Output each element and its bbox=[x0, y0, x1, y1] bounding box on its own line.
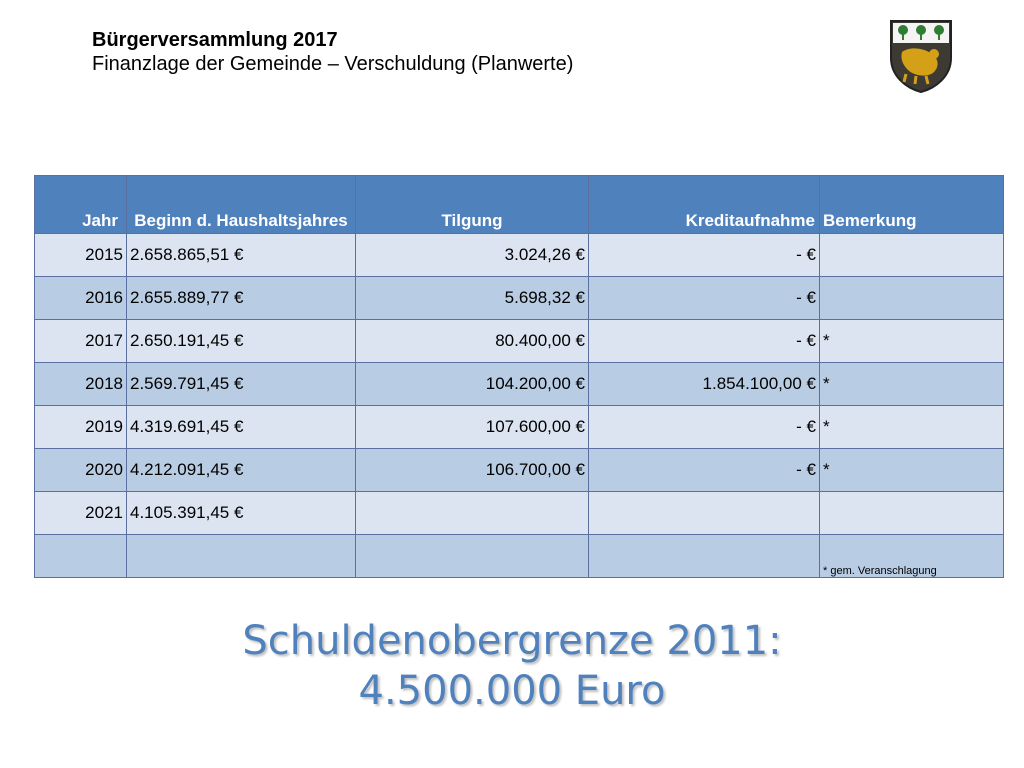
cell-bemerkung: * bbox=[820, 363, 1004, 406]
cell-jahr: 2019 bbox=[35, 406, 127, 449]
cell-kreditaufnahme: - € bbox=[589, 406, 820, 449]
slide-title: Bürgerversammlung 2017 bbox=[92, 29, 338, 51]
cell-empty bbox=[127, 535, 356, 578]
cell-beginn: 2.658.865,51 € bbox=[127, 234, 356, 277]
table-row bbox=[35, 320, 1004, 363]
table-header-row bbox=[35, 176, 1004, 234]
column-header-kreditaufnahme: Kreditaufnahme bbox=[589, 176, 820, 234]
table-row bbox=[35, 277, 1004, 320]
cell-jahr: 2015 bbox=[35, 234, 127, 277]
debt-limit-line2: 4.500.000 Euro bbox=[358, 668, 666, 714]
cell-jahr: 2020 bbox=[35, 449, 127, 492]
coat-of-arms-icon bbox=[888, 18, 954, 94]
cell-tilgung: 80.400,00 € bbox=[356, 320, 589, 363]
cell-empty bbox=[35, 535, 127, 578]
cell-beginn: 4.212.091,45 € bbox=[127, 449, 356, 492]
cell-jahr: 2018 bbox=[35, 363, 127, 406]
debt-table bbox=[34, 175, 1004, 578]
cell-tilgung: 104.200,00 € bbox=[356, 363, 589, 406]
cell-tilgung: 106.700,00 € bbox=[356, 449, 589, 492]
cell-jahr: 2017 bbox=[35, 320, 127, 363]
cell-bemerkung: * bbox=[820, 406, 1004, 449]
cell-kreditaufnahme: - € bbox=[589, 449, 820, 492]
cell-kreditaufnahme: 1.854.100,00 € bbox=[589, 363, 820, 406]
cell-jahr: 2016 bbox=[35, 277, 127, 320]
cell-empty bbox=[356, 535, 589, 578]
cell-beginn: 4.319.691,45 € bbox=[127, 406, 356, 449]
cell-tilgung: 107.600,00 € bbox=[356, 406, 589, 449]
cell-tilgung: 5.698,32 € bbox=[356, 277, 589, 320]
cell-bemerkung bbox=[820, 277, 1004, 320]
table-row bbox=[35, 535, 1004, 578]
column-header-tilgung: Tilgung bbox=[356, 176, 589, 234]
table-row bbox=[35, 406, 1004, 449]
cell-kreditaufnahme: - € bbox=[589, 234, 820, 277]
column-header-bemerkung: Bemerkung bbox=[820, 176, 1004, 234]
debt-limit-statement bbox=[0, 616, 1024, 716]
table-row bbox=[35, 492, 1004, 535]
cell-beginn: 2.655.889,77 € bbox=[127, 277, 356, 320]
cell-kreditaufnahme: - € bbox=[589, 277, 820, 320]
cell-bemerkung: * bbox=[820, 320, 1004, 363]
cell-empty bbox=[589, 535, 820, 578]
cell-tilgung: 3.024,26 € bbox=[356, 234, 589, 277]
cell-kreditaufnahme: - € bbox=[589, 320, 820, 363]
table-row bbox=[35, 234, 1004, 277]
slide-subtitle: Finanzlage der Gemeinde – Verschuldung (Planwerte) bbox=[92, 53, 574, 75]
table-row bbox=[35, 449, 1004, 492]
cell-bemerkung: * bbox=[820, 449, 1004, 492]
debt-limit-line1: Schuldenobergrenze 2011: bbox=[242, 618, 782, 664]
table-footnote: * gem. Veranschlagung bbox=[820, 535, 1004, 578]
column-header-jahr: Jahr bbox=[35, 176, 127, 234]
cell-bemerkung bbox=[820, 492, 1004, 535]
cell-tilgung bbox=[356, 492, 589, 535]
table-row bbox=[35, 363, 1004, 406]
cell-jahr: 2021 bbox=[35, 492, 127, 535]
cell-beginn: 2.650.191,45 € bbox=[127, 320, 356, 363]
cell-bemerkung bbox=[820, 234, 1004, 277]
cell-kreditaufnahme bbox=[589, 492, 820, 535]
slide-header bbox=[92, 28, 573, 76]
column-header-beginn: Beginn d. Haushaltsjahres bbox=[127, 176, 356, 234]
cell-beginn: 2.569.791,45 € bbox=[127, 363, 356, 406]
cell-beginn: 4.105.391,45 € bbox=[127, 492, 356, 535]
